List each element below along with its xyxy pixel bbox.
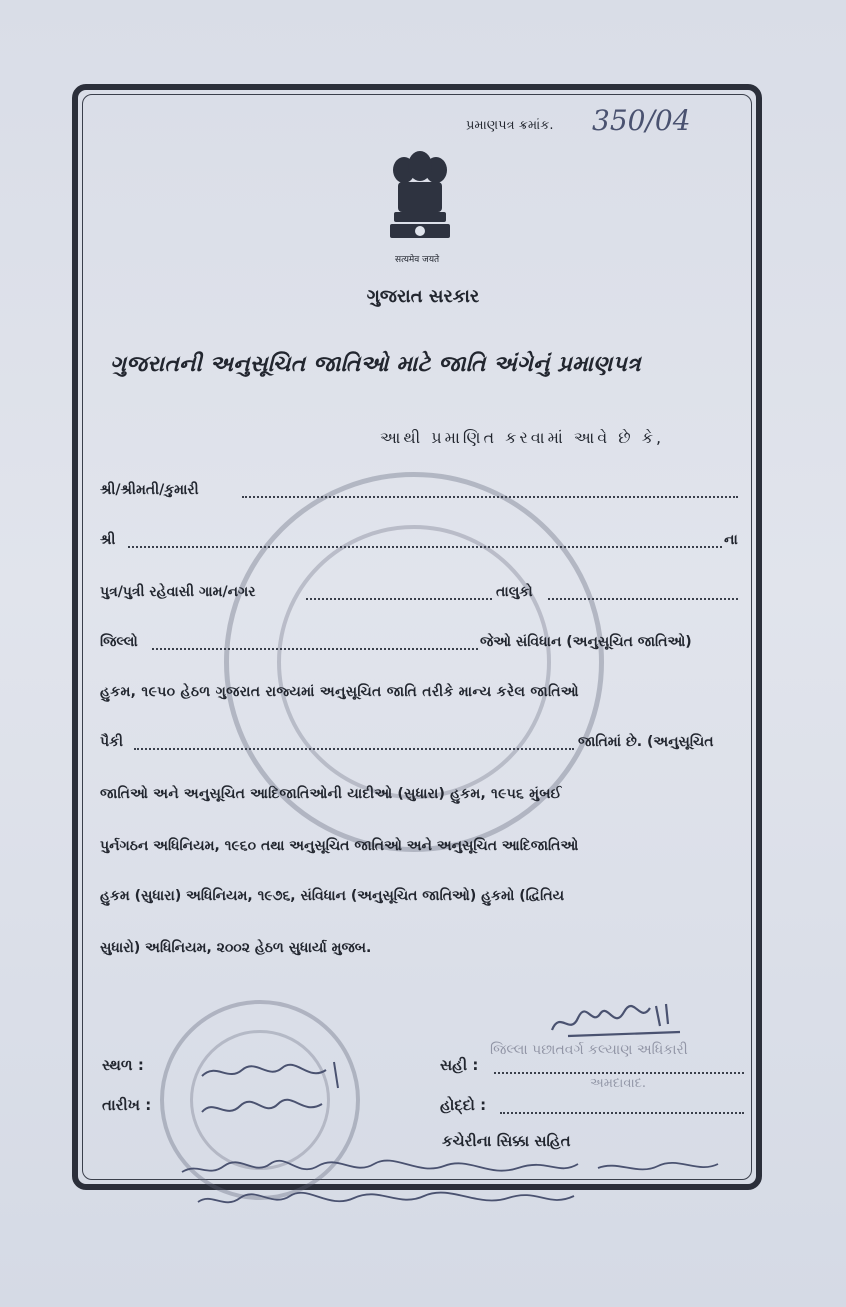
taluka-field-line bbox=[548, 598, 738, 600]
certificate-title: ગુજરાતની અનુસૂચિત જાતિઓ માટે જાતિ અંગેનું પ્રમાણપત્ર bbox=[110, 352, 641, 377]
officer-signature-icon bbox=[548, 996, 688, 1044]
officer-stamp-text: જિલ્લા પછાતવર્ગ કલ્યાણ અધિકારી bbox=[490, 1042, 688, 1058]
signature-label: સહી : bbox=[440, 1056, 479, 1074]
district-field-line bbox=[152, 648, 478, 650]
body-line-9: હુકમ (સુધારા) અધિનિયમ, ૧૯૭૬, સંવિધાન (અનુસૂચિત જાતિઓ) હુકમો (દ્વિતિય bbox=[100, 888, 565, 904]
residence-label: પુત્ર/પુત્રી રહેવાસી ગામ/નગર bbox=[100, 584, 256, 600]
caste-suffix: જાતિમાં છે. (અનુસૂચિત bbox=[578, 734, 714, 750]
father-name-label: શ્રી bbox=[100, 532, 116, 548]
body-line-8: પુર્નગઠન અધિનિયમ, ૧૯૬૦ તથા અનુસૂચિત જાતિઓ અને અનુસૂચિત આદિજાતિઓ bbox=[100, 838, 579, 854]
office-seal-label: કચેરીના સિક્કા સહિત bbox=[442, 1132, 571, 1150]
body-line-5: હુકમ, ૧૯૫૦ હેઠળ ગુજરાત રાજ્યમાં અનુસૂચિત જાતિ તરીકે માન્ય કરેલ જાતિઓ bbox=[100, 684, 579, 700]
name-field-line bbox=[242, 496, 738, 498]
name-label: શ્રી/શ્રીમતી/કુમારી bbox=[100, 482, 199, 498]
emblem-motto: सत्यमेव जयते bbox=[395, 255, 440, 265]
certificate-number-value: 350/04 bbox=[592, 104, 691, 137]
district-text-after: જેઓ સંવિધાન (અનુસૂચિત જાતિઓ) bbox=[480, 634, 692, 650]
designation-label: હોદ્દો : bbox=[440, 1096, 487, 1114]
caste-label: પૈકી bbox=[100, 734, 123, 750]
body-line-7: જાતિઓ અને અનુસૂચિત આદિજાતિઓની યાદીઓ (સુધારા) હુકમ, ૧૯૫૬ મુંબઈ bbox=[100, 786, 562, 802]
caste-field-line bbox=[134, 748, 574, 750]
officer-stamp-city: અમદાવાદ. bbox=[590, 1076, 647, 1091]
bottom-handwritten-notes-icon bbox=[178, 1156, 738, 1220]
father-name-field-line bbox=[128, 546, 722, 548]
certificate-intro: આથી પ્રમાણિત કરવામાં આવે છે કે, bbox=[380, 428, 665, 447]
taluka-label: તાલુકો bbox=[496, 584, 533, 600]
signature-field-line bbox=[494, 1072, 744, 1074]
residence-field-line bbox=[306, 598, 492, 600]
body-line-10: સુધારો) અધિનિયમ, ૨૦૦૨ હેઠળ સુધાર્યા મુજબ. bbox=[100, 940, 372, 956]
government-heading: ગુજરાત સરકાર bbox=[366, 286, 480, 307]
handwritten-place-date-icon bbox=[198, 1058, 358, 1128]
national-emblem-icon bbox=[384, 148, 456, 252]
designation-field-line bbox=[500, 1112, 744, 1114]
date-label: તારીખ : bbox=[102, 1096, 152, 1114]
place-label: સ્થળ : bbox=[102, 1056, 144, 1074]
certificate-number-label: પ્રમાણપત્ર ક્રમાંક. bbox=[466, 118, 554, 133]
district-label: જિલ્લો bbox=[100, 634, 138, 650]
father-name-suffix: ના bbox=[724, 532, 738, 548]
